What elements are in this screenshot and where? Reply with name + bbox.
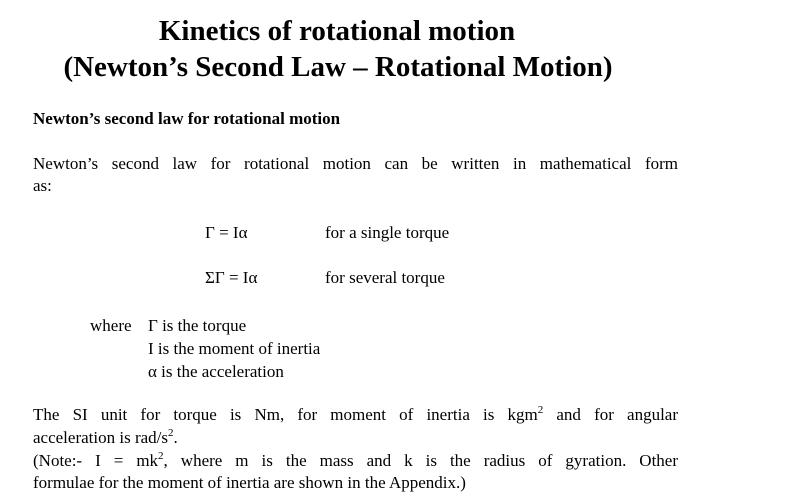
si-units-line-2-text-b: . bbox=[173, 428, 178, 447]
equation-single-torque: Γ = Iα bbox=[205, 223, 248, 242]
intro-text-line-2: as: bbox=[33, 176, 52, 195]
where-item-moment-of-inertia: I is the moment of inertia bbox=[148, 339, 321, 358]
note-line-1-text-a: (Note:- I = mk bbox=[33, 451, 159, 470]
si-units-line-2-text-a: acceleration is rad/s bbox=[33, 428, 168, 447]
where-item-torque: Γ is the torque bbox=[148, 316, 247, 335]
note-line-1-superscript: 2 bbox=[158, 450, 164, 462]
si-units-line-2 bbox=[33, 427, 178, 449]
where-label: where bbox=[90, 316, 132, 335]
si-units-line-1 bbox=[33, 404, 678, 426]
section-heading: Newton’s second law for rotational motion bbox=[33, 109, 341, 128]
note-line-2: formulae for the moment of inertia are shown in the Appendix.) bbox=[33, 473, 466, 492]
si-units-line-1-text-a: The SI unit for torque is Nm, for moment of inertia is kgm bbox=[33, 405, 538, 424]
equation-several-torque-description: for several torque bbox=[325, 268, 445, 287]
equation-single-torque-description: for a single torque bbox=[325, 223, 450, 242]
note-line-1-text-b: , where m is the mass and k is the radius of gyration. Other bbox=[163, 451, 679, 470]
where-item-acceleration: α is the acceleration bbox=[148, 362, 284, 381]
si-units-line-1-superscript: 2 bbox=[537, 404, 544, 416]
si-units-line-2-superscript: 2 bbox=[168, 427, 174, 439]
page-title-line-1: Kinetics of rotational motion bbox=[158, 15, 516, 47]
intro-text-line-1: Newton’s second law for rotational motion can be written in mathematical form bbox=[33, 154, 678, 173]
note-line-1 bbox=[33, 450, 678, 472]
page-title-line-2: (Newton’s Second Law – Rotational Motion) bbox=[63, 51, 613, 83]
si-units-line-1-text-b: and for angular bbox=[543, 405, 679, 424]
equation-several-torque: ΣΓ = Iα bbox=[205, 268, 258, 287]
